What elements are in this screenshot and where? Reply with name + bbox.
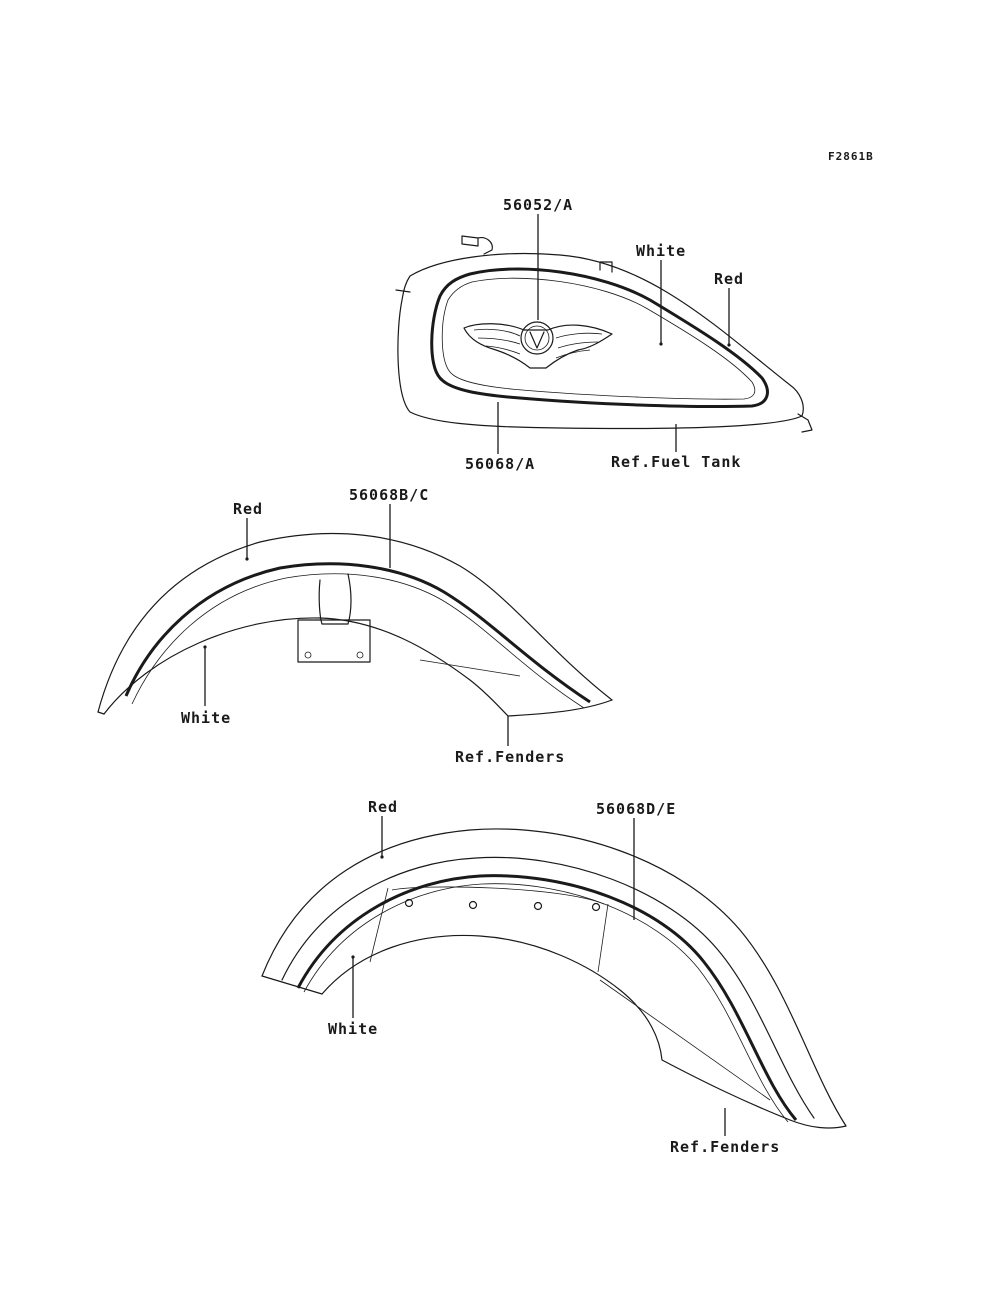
tank-stripe-part-label: 56068/A <box>465 455 536 473</box>
tank-reference-label: Ref.Fuel Tank <box>611 453 742 471</box>
rear-white-label: White <box>328 1020 379 1038</box>
front-red-label: Red <box>233 500 264 518</box>
tank-white-label: White <box>636 242 687 260</box>
rear-red-label: Red <box>368 798 399 816</box>
front-fender-drawing <box>98 504 612 746</box>
front-stripe-part-label: 56068B/C <box>349 486 430 504</box>
front-white-label: White <box>181 709 232 727</box>
front-reference-label: Ref.Fenders <box>455 748 566 766</box>
rear-fender-drawing <box>262 816 846 1136</box>
rear-stripe-part-label: 56068D/E <box>596 800 677 818</box>
figure-code: F2861B <box>828 150 874 163</box>
tank-emblem-part-label: 56052/A <box>503 196 574 214</box>
tank-red-label: Red <box>714 270 745 288</box>
rear-reference-label: Ref.Fenders <box>670 1138 781 1156</box>
fuel-tank-drawing <box>396 214 812 454</box>
